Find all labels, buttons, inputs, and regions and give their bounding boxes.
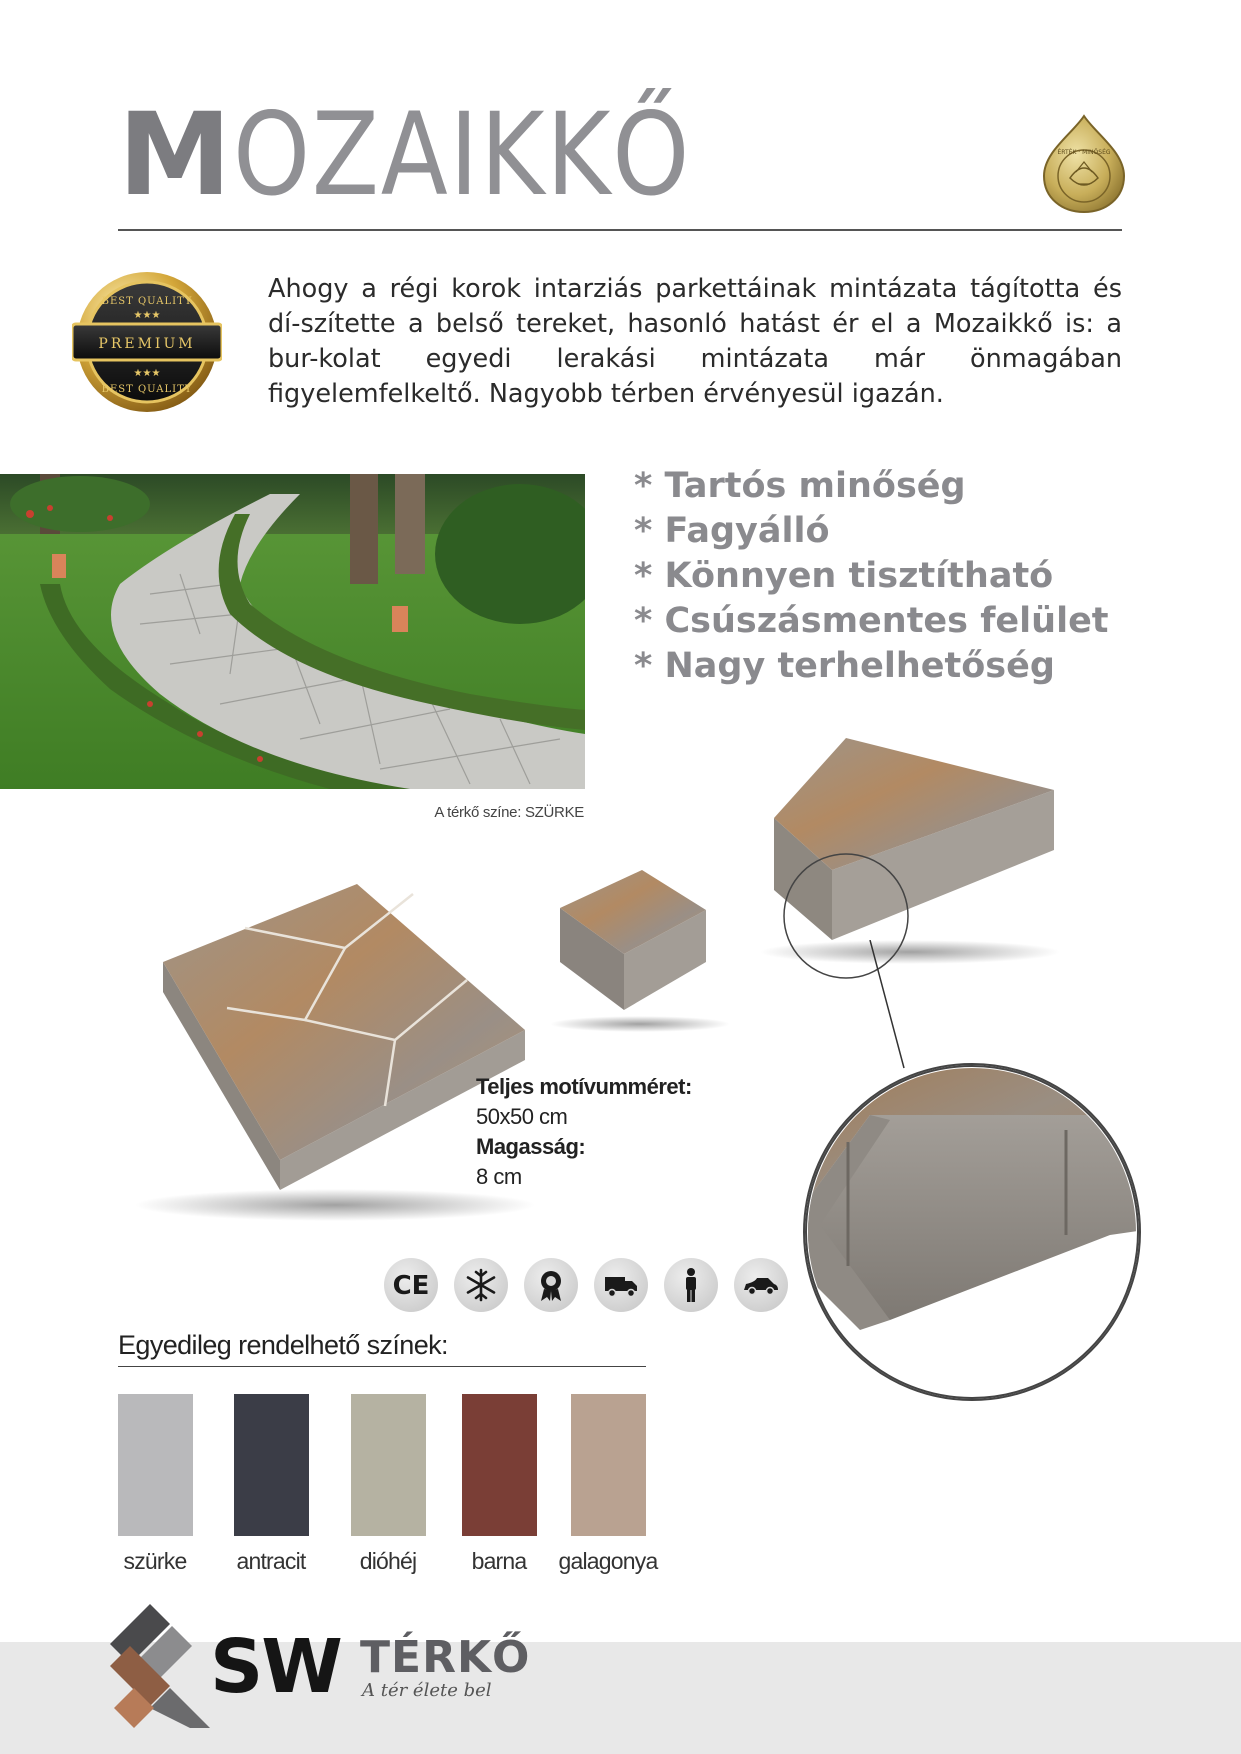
brand-terko: TÉRKŐ bbox=[360, 1632, 531, 1683]
feature-item: * Nagy terhelhetőség bbox=[634, 646, 1055, 686]
premium-top-text: BEST QUALITY bbox=[101, 296, 193, 307]
feature-item: * Csúszásmentes felület bbox=[634, 601, 1109, 641]
sw-logo-icon bbox=[110, 1602, 210, 1728]
premium-label: PREMIUM bbox=[98, 336, 196, 352]
color-label: barna bbox=[471, 1548, 527, 1574]
svg-text:★★★: ★★★ bbox=[133, 310, 161, 321]
car-icon bbox=[734, 1258, 788, 1312]
feature-item: * Tartós minőség bbox=[634, 466, 966, 506]
premium-bottom-text: BEST QUALITY bbox=[101, 384, 193, 395]
quality-award-icon bbox=[524, 1258, 578, 1312]
size-value: 50x50 cm bbox=[476, 1104, 568, 1129]
square-paver-image bbox=[540, 862, 740, 1042]
ce-mark-icon bbox=[384, 1258, 438, 1312]
feature-item: * Fagyálló bbox=[634, 511, 830, 551]
brand-tagline: A tér élete bel bbox=[362, 1680, 492, 1701]
seal-text: ÉRTÉK · MINŐSÉG bbox=[1057, 149, 1111, 156]
color-swatch bbox=[571, 1394, 646, 1536]
colors-title: Egyedileg rendelhető színek: bbox=[118, 1330, 448, 1360]
features-list bbox=[634, 464, 1109, 689]
title-rest: OZAIKKŐ bbox=[233, 88, 692, 221]
title-first-letter: M bbox=[118, 88, 234, 221]
specs-block bbox=[476, 1072, 692, 1192]
color-label: dióhéj bbox=[359, 1548, 417, 1574]
certification-icons bbox=[384, 1258, 788, 1312]
size-label: Teljes motívumméret: bbox=[476, 1074, 692, 1099]
garden-path-photo bbox=[0, 474, 585, 789]
brand-sw: SW bbox=[210, 1624, 341, 1710]
texture-detail-image bbox=[800, 1060, 1145, 1405]
photo-caption: A térkő színe: SZÜRKE bbox=[434, 804, 584, 821]
frost-resistant-icon bbox=[454, 1258, 508, 1312]
svg-text:★★★: ★★★ bbox=[133, 368, 161, 379]
height-value: 8 cm bbox=[476, 1164, 522, 1189]
colors-divider bbox=[118, 1366, 646, 1367]
color-label: galagonya bbox=[558, 1548, 658, 1574]
feature-item: * Könnyen tisztítható bbox=[634, 556, 1054, 596]
color-swatch bbox=[118, 1394, 193, 1536]
page-title bbox=[118, 88, 766, 221]
premium-badge-icon bbox=[72, 268, 222, 416]
color-swatch bbox=[234, 1394, 309, 1536]
quality-seal-icon bbox=[1040, 112, 1128, 216]
zoom-connector bbox=[800, 940, 920, 1070]
height-label: Magasság: bbox=[476, 1134, 586, 1159]
title-divider bbox=[118, 229, 1122, 231]
pedestrian-icon bbox=[664, 1258, 718, 1312]
color-label: antracit bbox=[236, 1548, 306, 1574]
color-swatch bbox=[462, 1394, 537, 1536]
intro-paragraph: Ahogy a régi korok intarziás parkettáinak mintázata tágította és dí-szítette a belső tereket, hasonló hatást ér el a Mozaikkő is: a bur-kolat egyedi lerakási mintázata már önmagában figyelemfelkeltő. Nagyobb térben érvényesül igazán. bbox=[268, 274, 1122, 409]
truck-icon bbox=[594, 1258, 648, 1312]
color-label: szürke bbox=[123, 1548, 187, 1574]
color-swatch bbox=[351, 1394, 426, 1536]
ce-text: CE bbox=[392, 1271, 430, 1301]
